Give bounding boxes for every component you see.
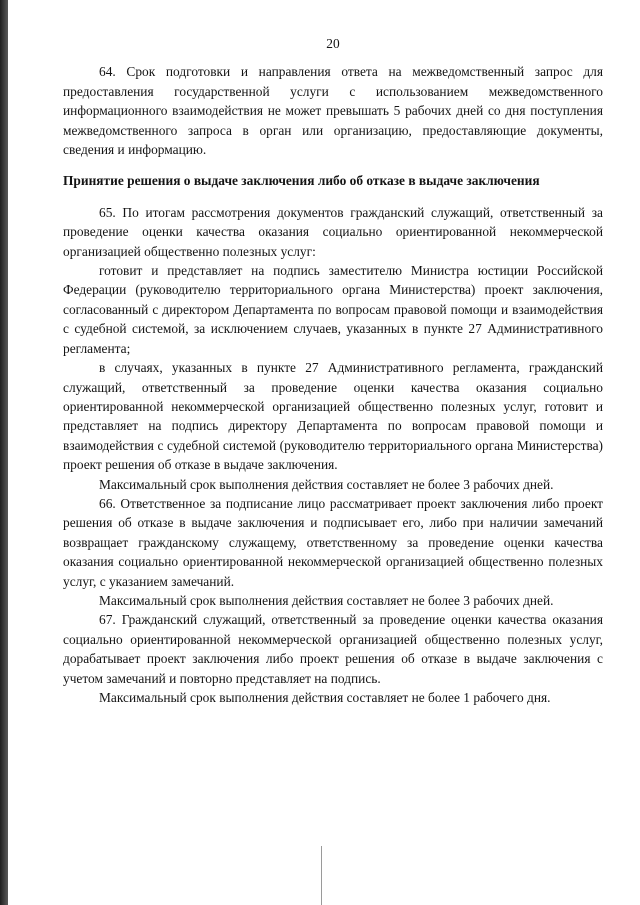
paragraph-64: 64. Срок подготовки и направления ответа на межведомственный запрос для предоставления государственной услуги с использованием межведомственного информационного взаимодействия не может превышать 5 рабочих дней со дня поступления межведомственного запроса в орган или организацию, предоставляющие документы, сведения и информацию. [63,64,603,158]
paragraph-67: 67. Гражданский служащий, ответственный за проведение оценки качества оказания социально ориентированной некоммерческой организацией общественно полезных услуг, дорабатывает проект заключения либо проект решения об отказе в выдаче заключения с учетом замечаний и повторно представляет на подпись. [63,612,603,686]
paragraph-65-subclause-2: в случаях, указанных в пункте 27 Административного регламента, гражданский служащий, ответственный за проведение оценки качества оказания социально ориентированной некоммерческой организацией общественно полезных услуг, готовит и представляет на подпись директору Департамента по вопросам правовой помощи и взаимодействия с судебной системой (руководителю территориального органа Министерства) проект решения об отказе в выдаче заключения. [63,360,603,473]
page-left-edge-shadow [0,0,8,905]
paragraph-67-deadline: Максимальный срок выполнения действия составляет не более 1 рабочего дня. [99,690,551,705]
paragraph-65-subclause-1: готовит и представляет на подпись заместителю Министра юстиции Российской Федерации (руководителю территориального органа Министерства) проект заключения, согласованный с директором Департамента по вопросам правовой помощи и взаимодействия с судебной системой, за исключением случаев, указанных в пункте 27 Административного регламента; [63,263,603,356]
page-bottom-divider-line [321,846,322,905]
paragraph-65-intro: 65. По итогам рассмотрения документов гражданский служащий, ответственный за проведение оценки качества оказания социально ориентированной некоммерческой организацией общественно полезных услуг: [63,204,603,259]
page-number: 20 [326,36,340,51]
section-heading: Принятие решения о выдаче заключения либо об отказе в выдаче заключения [63,173,540,189]
paragraph-66: 66. Ответственное за подписание лицо рассматривает проект заключения либо проект решения об отказе в выдаче заключения и подписывает его, либо при наличии замечаний возвращает гражданскому служащему, ответственному за проведение оценки качества оказания социально ориентированной некоммерческой организацией общественно полезных услуг, с указанием замечаний. [63,495,603,589]
document-body [63,34,603,707]
paragraph-65-deadline: Максимальный срок выполнения действия составляет не более 3 рабочих дней. [99,476,554,492]
paragraph-66-deadline: Максимальный срок выполнения действия составляет не более 3 рабочих дней. [99,592,554,608]
